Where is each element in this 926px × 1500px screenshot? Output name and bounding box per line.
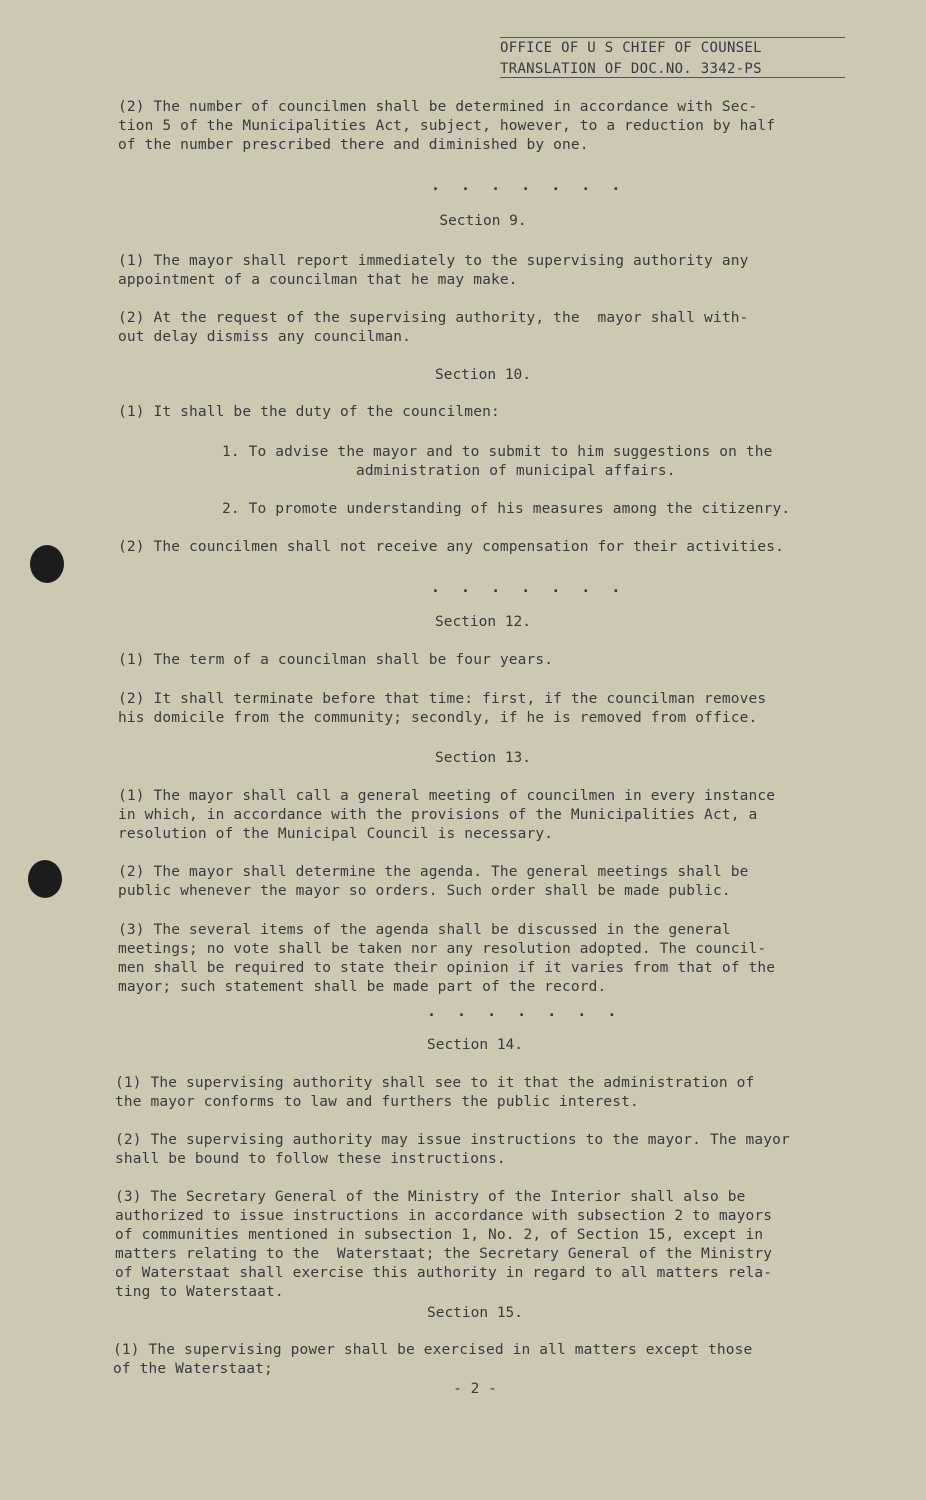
sec14-1-line2: the mayor conforms to law and furthers the public interest. — [115, 1094, 639, 1110]
sec9-2-line2: out delay dismiss any councilman. — [118, 329, 412, 345]
sec10-item2-line: 2. To promote understanding of his measures among the citizenry. — [222, 501, 791, 517]
sec9-1-line2: appointment of a councilman that he may make. — [118, 272, 518, 288]
sec9-2-line1: (2) At the request of the supervising authority, the mayor shall with- — [118, 310, 749, 326]
section-12-heading: Section 12. — [434, 614, 532, 630]
sec14-3-line2: authorized to issue instructions in accordance with subsection 2 to mayors — [115, 1208, 773, 1224]
sec12-2-line1: (2) It shall terminate before that time: first, if the councilman removes — [118, 691, 767, 707]
sec12-1-line: (1) The term of a councilman shall be four years. — [118, 652, 554, 668]
sec13-3-line2: meetings; no vote shall be taken nor any resolution adopted. The council- — [118, 941, 767, 957]
sec13-3-line3: men shall be required to state their opinion if it varies from that of the — [118, 960, 776, 976]
section-15-heading: Section 15. — [426, 1305, 524, 1321]
sec13-1-line1: (1) The mayor shall call a general meeting of councilmen in every instance — [118, 788, 776, 804]
ellipsis-divider-3: . . . . . . . — [427, 1002, 623, 1020]
sec14-3-line4: matters relating to the Waterstaat; the Secretary General of the Ministry — [115, 1246, 773, 1262]
ellipsis-divider-2: . . . . . . . — [431, 578, 627, 596]
sec13-2-line1: (2) The mayor shall determine the agenda. The general meetings shall be — [118, 864, 749, 880]
header-translation: TRANSLATION OF DOC.NO. 3342-PS — [500, 61, 762, 77]
header-rule-top — [500, 37, 845, 38]
sec10-1-line: (1) It shall be the duty of the councilmen: — [118, 404, 500, 420]
header-office: OFFICE OF U S CHIEF OF COUNSEL — [500, 40, 762, 56]
sec14-1-line1: (1) The supervising authority shall see to it that the administration of — [115, 1075, 755, 1091]
sec9-1-line1: (1) The mayor shall report immediately to the supervising authority any — [118, 253, 749, 269]
sec13-2-line2: public whenever the mayor so orders. Such order shall be made public. — [118, 883, 731, 899]
sec13-1-line2: in which, in accordance with the provisions of the Municipalities Act, a — [118, 807, 758, 823]
sec14-3-line6: ting to Waterstaat. — [115, 1284, 284, 1300]
sec10-item1-line2: administration of municipal affairs. — [356, 463, 676, 479]
sec15-1-line2: of the Waterstaat; — [113, 1361, 273, 1377]
sec15-1-line1: (1) The supervising power shall be exercised in all matters except those — [113, 1342, 753, 1358]
para-s8-2-line1: (2) The number of councilmen shall be determined in accordance with Sec- — [118, 99, 758, 115]
punch-hole-bottom — [28, 860, 62, 898]
sec14-2-line2: shall be bound to follow these instructions. — [115, 1151, 506, 1167]
sec13-3-line1: (3) The several items of the agenda shall be discussed in the general — [118, 922, 731, 938]
sec14-3-line3: of communities mentioned in subsection 1, No. 2, of Section 15, except in — [115, 1227, 764, 1243]
sec12-2-line2: his domicile from the community; secondly, if he is removed from office. — [118, 710, 758, 726]
sec13-3-line4: mayor; such statement shall be made part of the record. — [118, 979, 607, 995]
punch-hole-top — [30, 545, 64, 583]
section-10-heading: Section 10. — [434, 367, 532, 383]
section-13-heading: Section 13. — [434, 750, 532, 766]
section-9-heading: Section 9. — [439, 213, 527, 229]
para-s8-2-line3: of the number prescribed there and diminished by one. — [118, 137, 589, 153]
para-s8-2-line2: tion 5 of the Municipalities Act, subject, however, to a reduction by half — [118, 118, 776, 134]
sec14-3-line1: (3) The Secretary General of the Ministry of the Interior shall also be — [115, 1189, 746, 1205]
sec14-2-line1: (2) The supervising authority may issue instructions to the mayor. The mayor — [115, 1132, 790, 1148]
section-14-heading: Section 14. — [426, 1037, 524, 1053]
page-number: - 2 - — [453, 1381, 497, 1397]
header-rule-bottom — [500, 77, 845, 78]
sec10-2-line: (2) The councilmen shall not receive any compensation for their activities. — [118, 539, 784, 555]
sec10-item1-line1: 1. To advise the mayor and to submit to him suggestions on the — [222, 444, 773, 460]
sec14-3-line5: of Waterstaat shall exercise this authority in regard to all matters rela- — [115, 1265, 773, 1281]
sec13-1-line3: resolution of the Municipal Council is necessary. — [118, 826, 554, 842]
ellipsis-divider-1: . . . . . . . — [431, 176, 627, 194]
